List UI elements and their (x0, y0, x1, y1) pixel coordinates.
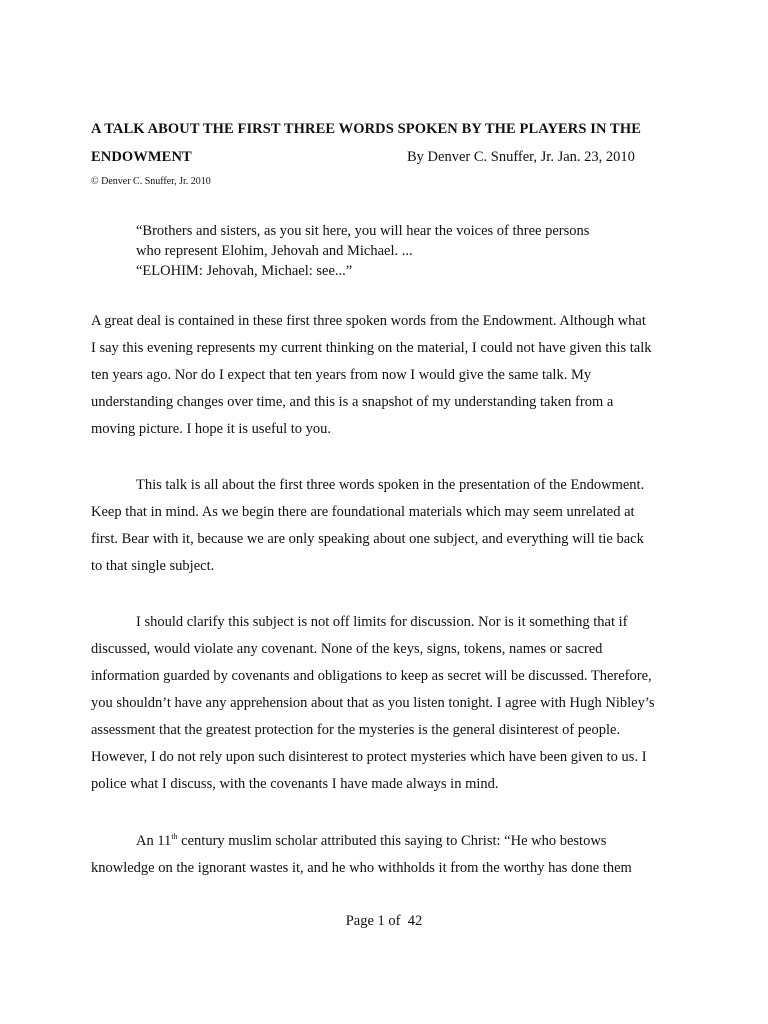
paragraph-4-line: knowledge on the ignorant wastes it, and he who withholds it from the worthy has done them (91, 860, 632, 876)
paragraph-1-line: understanding changes over time, and this is a snapshot of my understanding taken from a (91, 394, 614, 410)
author-date-byline: By Denver C. Snuffer, Jr. Jan. 23, 2010 (407, 149, 635, 165)
paragraph-4-line (136, 833, 606, 850)
paragraph-3-line: I should clarify this subject is not off limits for discussion. Nor is it something that if (136, 614, 628, 630)
ordinal-superscript: th (171, 832, 178, 842)
paragraph-1-line: A great deal is contained in these first three spoken words from the Endowment. Although what (91, 313, 646, 329)
paragraph-3-line: assessment that the greatest protection for the mysteries is the general disinterest of people. (91, 722, 621, 738)
block-quote-line: “Brothers and sisters, as you sit here, you will hear the voices of three persons (136, 223, 590, 239)
paragraph-2-line: Keep that in mind. As we begin there are foundational materials which may seem unrelated at (91, 504, 635, 520)
page-number: Page 1 of 42 (345, 913, 423, 929)
paragraph-4-text: An 11 (136, 833, 172, 849)
block-quote-line: “ELOHIM: Jehovah, Michael: see...” (136, 263, 353, 279)
paragraph-3-line: discussed, would violate any covenant. None of the keys, signs, tokens, names or sacred (91, 641, 603, 657)
paragraph-2-line: This talk is all about the first three words spoken in the presentation of the Endowment. (136, 477, 645, 493)
paragraph-1-line: moving picture. I hope it is useful to you. (91, 421, 332, 437)
paragraph-1-line: I say this evening represents my current thinking on the material, I could not have given this talk (91, 340, 652, 356)
paragraph-1-line: ten years ago. Nor do I expect that ten years from now I would give the same talk. My (91, 367, 592, 383)
document-title-line-1: A TALK ABOUT THE FIRST THREE WORDS SPOKEN BY THE PLAYERS IN THE (91, 121, 641, 137)
paragraph-3-line: you shouldn’t have any apprehension about that as you listen tonight. I agree with Hugh Nibley’s (91, 695, 655, 711)
paragraph-2-line: to that single subject. (91, 558, 215, 574)
paragraph-3-line: However, I do not rely upon such disinterest to protect mysteries which have been given to us. I (91, 749, 647, 765)
paragraph-2-line: first. Bear with it, because we are only speaking about one subject, and everything will tie back (91, 531, 644, 547)
document-title-line-2: ENDOWMENT (91, 149, 192, 165)
page-footer (0, 913, 768, 930)
paragraph-4-text: century muslim scholar attributed this saying to Christ: “He who bestows (177, 833, 607, 849)
paragraph-3-line: information guarded by covenants and obligations to keep as secret will be discussed. Therefore, (91, 668, 652, 684)
paragraph-3-line: police what I discuss, with the covenants I have made always in mind. (91, 776, 499, 792)
copyright-notice: © Denver C. Snuffer, Jr. 2010 (91, 176, 211, 187)
block-quote-line: who represent Elohim, Jehovah and Michael. ... (136, 243, 413, 259)
